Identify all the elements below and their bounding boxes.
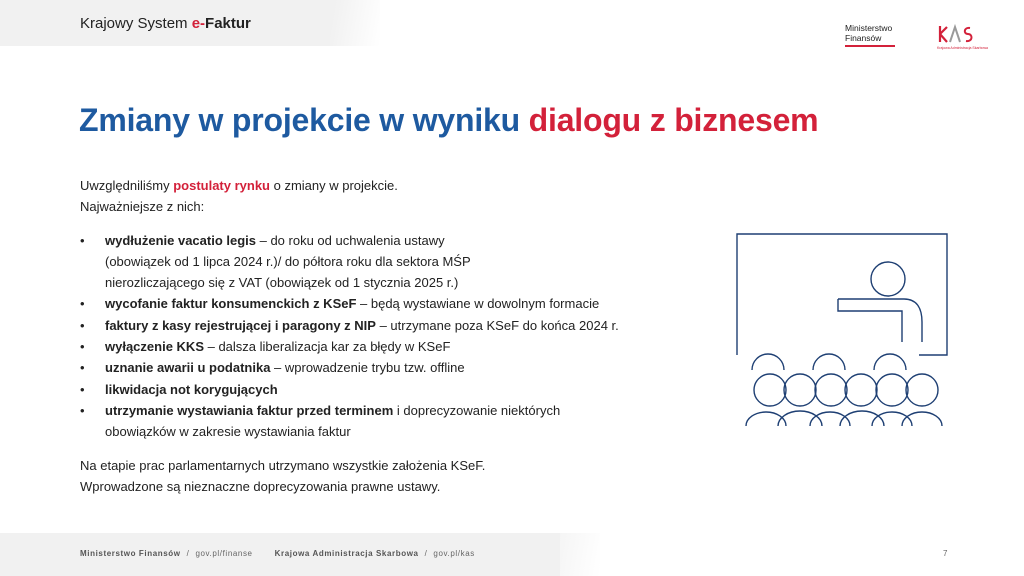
bullet-dot: •	[80, 232, 85, 248]
bullet-dot: •	[80, 339, 85, 355]
page-number: 7	[943, 549, 948, 558]
app-title-prefix: Krajowy System	[80, 15, 192, 32]
outro-paragraph	[80, 455, 680, 498]
app-title	[80, 15, 251, 32]
top-bar-fade	[300, 0, 380, 46]
footer-link-finanse[interactable]: gov.pl/finanse	[195, 549, 253, 558]
list-item	[80, 336, 680, 357]
intro-text-after: o zmiany w projekcie.	[270, 178, 398, 193]
list-item-line2: obowiązków w zakresie wystawiania faktur	[105, 424, 351, 440]
list-item-text: – wprowadzenie trybu tzw. offline	[270, 360, 465, 376]
intro-paragraph	[80, 175, 680, 218]
footer-separator: /	[186, 549, 190, 558]
list-item-text: – do roku od uchwalenia ustawy	[256, 232, 445, 248]
bullet-dot: •	[80, 360, 85, 376]
intro-text-before: Uwzględniliśmy	[80, 178, 174, 193]
bullet-dot: •	[80, 296, 85, 312]
list-item	[80, 400, 680, 443]
app-title-bold: Faktur	[205, 15, 251, 32]
list-item	[80, 379, 680, 400]
ministry-logo-line2: Finansów	[845, 33, 882, 43]
list-item-text: – dalsza liberalizacja kar za błędy w KSeF	[204, 339, 451, 355]
presentation-audience-icon	[734, 231, 950, 429]
slide-content	[80, 175, 680, 497]
bullet-dot: •	[80, 402, 85, 418]
list-item-bold: utrzymanie wystawiania faktur przed terminem	[105, 402, 394, 418]
list-item-bold: wyłączenie KKS	[105, 339, 204, 355]
footer-org-ministry: Ministerstwo Finansów	[80, 549, 181, 558]
list-item-line2: (obowiązek od 1 lipca 2024 r.)/ do półtora roku dla sektora MŚP	[105, 253, 471, 269]
ministry-logo-line1: Ministerstwo	[845, 23, 893, 33]
list-item-bold: wycofanie faktur konsumenckich z KSeF	[105, 296, 357, 312]
outro-line2: Wprowadzone są nieznaczne doprecyzowania prawne ustawy.	[80, 478, 441, 494]
footer-separator: /	[424, 549, 428, 558]
kas-logo-icon	[937, 22, 981, 48]
list-item-bold: faktury z kasy rejestrującej i paragony z NIP	[105, 317, 376, 333]
list-item-line3: nierozliczającego się z VAT (obowiązek od 1 stycznia 2025 r.)	[105, 275, 459, 291]
footer-fade	[540, 533, 600, 576]
slide-title-red: dialogu z biznesem	[528, 102, 819, 138]
list-item	[80, 357, 680, 378]
slide-title	[79, 102, 818, 139]
footer-links	[80, 549, 475, 558]
list-item-text: i doprecyzowanie niektórych	[393, 402, 561, 418]
kas-logo-caption: Krajowa Administracja Skarbowa	[937, 46, 988, 50]
list-item-bold: uznanie awarii u podatnika	[105, 360, 271, 376]
footer-org-kas: Krajowa Administracja Skarbowa	[274, 549, 419, 558]
list-item	[80, 230, 680, 294]
list-item-text: – będą wystawiane w dowolnym formacie	[356, 296, 600, 312]
bullet-dot: •	[80, 381, 85, 397]
app-title-accent: e-	[191, 15, 206, 32]
list-item	[80, 293, 680, 314]
ministry-logo	[845, 23, 892, 43]
intro-highlight: postulaty rynku	[173, 178, 270, 193]
slide-title-blue: Zmiany w projekcie w wyniku	[79, 102, 529, 138]
footer-link-kas[interactable]: gov.pl/kas	[433, 549, 475, 558]
outro-line1: Na etapie prac parlamentarnych utrzymano wszystkie założenia KSeF.	[80, 457, 486, 473]
intro-line2: Najważniejsze z nich:	[80, 199, 205, 215]
list-item-text: – utrzymane poza KSeF do końca 2024 r.	[375, 317, 619, 333]
changes-list	[80, 230, 680, 443]
list-item	[80, 315, 680, 336]
bullet-dot: •	[80, 317, 85, 333]
ministry-logo-bar	[845, 45, 895, 47]
list-item-bold: likwidacja not korygujących	[105, 381, 278, 397]
list-item-bold: wydłużenie vacatio legis	[105, 232, 256, 248]
